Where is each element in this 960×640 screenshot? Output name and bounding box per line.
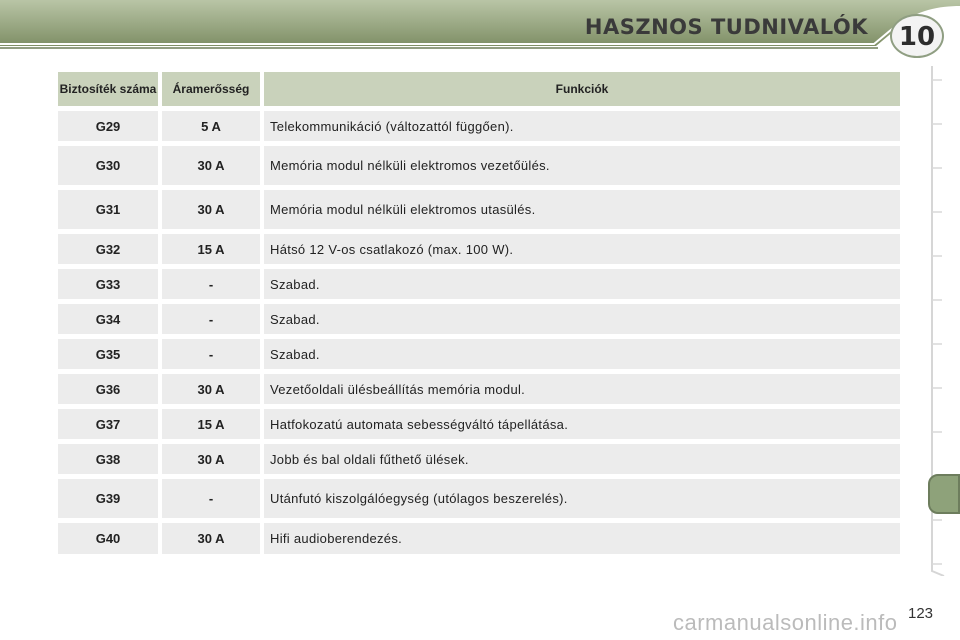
fuse-number: G31 — [58, 190, 158, 229]
table-row — [58, 190, 900, 229]
table-row — [58, 444, 900, 474]
page-header — [0, 0, 960, 62]
fuse-function: Szabad. — [264, 339, 900, 369]
page-title: HASZNOS TUDNIVALÓK — [584, 15, 868, 39]
fuse-function: Jobb és bal oldali fűthető ülések. — [264, 444, 900, 474]
fuse-amperage: - — [162, 479, 260, 518]
table-row — [58, 479, 900, 518]
fuse-number: G35 — [58, 339, 158, 369]
fuse-function: Szabad. — [264, 304, 900, 334]
fuse-function: Utánfutó kiszolgálóegység (utólagos beszerelés). — [264, 479, 900, 518]
table-row — [58, 234, 900, 264]
fuse-number: G39 — [58, 479, 158, 518]
fuse-amperage: 30 A — [162, 523, 260, 554]
fuse-amperage: 30 A — [162, 374, 260, 404]
fuse-function: Vezetőoldali ülésbeállítás memória modul. — [264, 374, 900, 404]
fuse-amperage: 15 A — [162, 234, 260, 264]
fuse-amperage: 15 A — [162, 409, 260, 439]
fuse-table — [54, 67, 904, 559]
fuse-function: Memória modul nélküli elektromos vezetőülés. — [264, 146, 900, 185]
fuse-number: G29 — [58, 111, 158, 141]
fuse-number: G40 — [58, 523, 158, 554]
fuse-number: G37 — [58, 409, 158, 439]
fuse-function: Hifi audioberendezés. — [264, 523, 900, 554]
fuse-amperage: - — [162, 269, 260, 299]
fuse-amperage: 5 A — [162, 111, 260, 141]
column-header-fuse: Biztosíték száma — [58, 72, 158, 106]
table-row — [58, 269, 900, 299]
fuse-number: G36 — [58, 374, 158, 404]
column-header-functions: Funkciók — [264, 72, 900, 106]
table-row — [58, 339, 900, 369]
fuse-amperage: - — [162, 304, 260, 334]
fuse-number: G34 — [58, 304, 158, 334]
page-number: 123 — [908, 605, 934, 622]
fuse-amperage: 30 A — [162, 444, 260, 474]
fuse-amperage: - — [162, 339, 260, 369]
table-row — [58, 523, 900, 554]
fuse-number: G32 — [58, 234, 158, 264]
chapter-number: 10 — [898, 22, 936, 52]
fuse-function: Szabad. — [264, 269, 900, 299]
chapter-badge — [890, 14, 944, 58]
fuse-function: Telekommunikáció (változattól függően). — [264, 111, 900, 141]
watermark: carmanualsonline.info — [673, 610, 898, 635]
fuse-number: G33 — [58, 269, 158, 299]
active-chapter-tab[interactable] — [928, 474, 960, 514]
column-header-amperage: Áramerősség — [162, 72, 260, 106]
fuse-amperage: 30 A — [162, 190, 260, 229]
table-row — [58, 409, 900, 439]
fuse-function: Hátsó 12 V-os csatlakozó (max. 100 W). — [264, 234, 900, 264]
fuse-number: G30 — [58, 146, 158, 185]
fuse-amperage: 30 A — [162, 146, 260, 185]
fuse-function: Hatfokozatú automata sebességváltó tápellátása. — [264, 409, 900, 439]
table-row — [58, 111, 900, 141]
fuse-number: G38 — [58, 444, 158, 474]
table-row — [58, 304, 900, 334]
table-row — [58, 146, 900, 185]
fuse-function: Memória modul nélküli elektromos utasülés. — [264, 190, 900, 229]
table-header-row — [58, 72, 900, 106]
table-row — [58, 374, 900, 404]
